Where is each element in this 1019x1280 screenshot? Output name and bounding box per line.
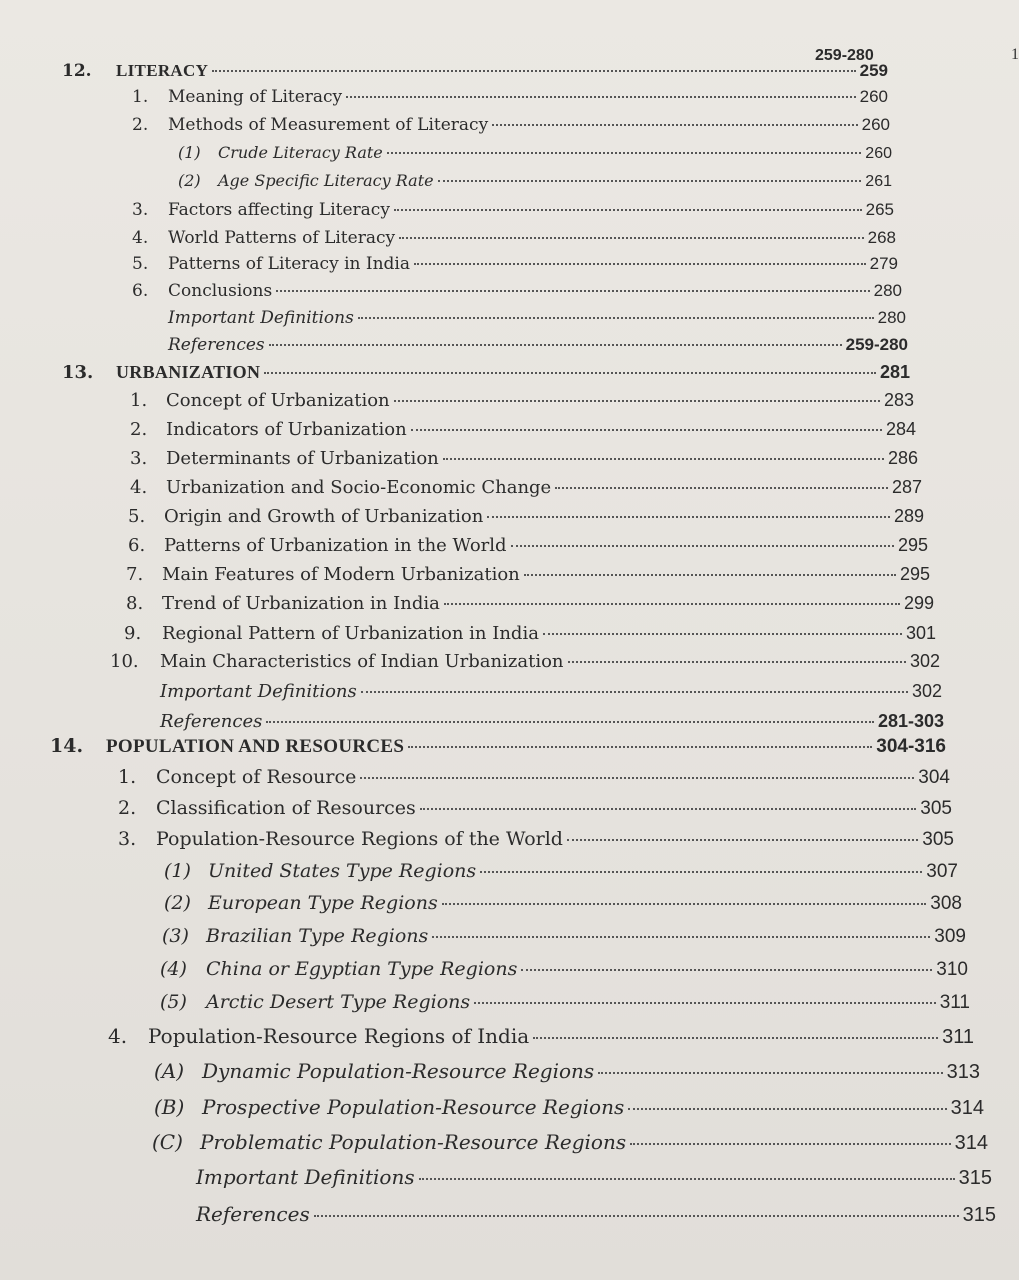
entry-number: 4. [132,228,149,248]
entry-number: 2. [118,797,137,819]
dot-leader [521,969,932,971]
entry-title: Brazilian Type Regions [206,925,429,947]
dot-leader [438,180,862,182]
entry-title: LITERACY [116,61,209,80]
dot-leader [543,633,902,635]
dot-leader [399,237,864,239]
toc-entry [118,797,952,820]
page-ref: 260 [859,87,888,106]
entry-number: 3. [130,448,148,469]
page-ref: 307 [926,861,958,882]
page-ref: 280 [877,308,906,327]
entry-title: Important Definitions [168,308,354,328]
dot-leader [387,152,862,154]
entry-title: Trend of Urbanization in India [162,593,440,614]
chapter-page-range: 259-280 [815,47,874,64]
entry-title: URBANIZATION [116,362,261,382]
entry-number: 10. [110,651,139,672]
toc-entry [196,1166,992,1189]
toc-entry [160,710,944,733]
entry-number: 1. [130,390,148,411]
entry-number: 1. [132,87,149,107]
toc-entry [118,766,950,789]
dot-leader [511,545,894,547]
page-ref: 268 [867,228,896,247]
entry-number: 2. [132,115,149,135]
entry-title: Conclusions [168,281,273,301]
entry-number: (4) [160,958,187,980]
page-ref: 308 [930,893,962,914]
entry-title: Important Definitions [160,681,357,702]
dot-leader [394,400,880,402]
dot-leader [487,516,890,518]
dot-leader [408,746,872,748]
page-ref: 311 [939,992,970,1013]
page-ref: 305 [922,829,954,850]
entry-number: (5) [160,991,187,1013]
entry-title: Regional Pattern of Urbanization in India [162,623,539,644]
entry-title: Indicators of Urbanization [166,419,407,440]
toc-entry [118,828,954,851]
dot-leader [444,603,900,605]
toc-entry [128,505,924,528]
page-ref: 313 [946,1061,980,1083]
dot-leader [411,429,882,431]
dot-leader [443,458,884,460]
entry-title: Population-Resource Regions of India [148,1024,530,1048]
entry-number: 12. [62,61,92,81]
page-ref: 259 [859,61,888,80]
entry-title: European Type Regions [208,892,438,914]
dot-leader [432,936,930,938]
dot-leader [480,871,922,873]
dot-leader [555,487,888,489]
toc-entry [160,958,968,981]
page-ref: 286 [887,448,918,468]
toc-entry [126,563,930,586]
toc-entry [196,1203,996,1226]
entry-number: 4. [130,477,148,498]
dot-leader [442,903,927,905]
entry-number: 5. [128,506,146,527]
entry-title: Prospective Population-Resource Regions [202,1095,625,1119]
entry-title: China or Egyptian Type Regions [206,958,518,980]
page-ref: 295 [897,535,928,555]
toc-entry [132,114,890,136]
dot-leader [276,290,869,292]
page-ref: 311 [942,1026,974,1048]
entry-number: (A) [154,1059,185,1083]
entry-title: POPULATION AND RESOURCES [106,736,405,757]
entry-title: References [168,335,265,355]
toc-entry [178,170,892,193]
toc-entry [130,476,922,499]
entry-title: Concept of Resource [156,766,357,788]
chapter-heading [50,735,946,758]
toc-entry [130,389,914,412]
page-ref: 281 [879,362,910,382]
page-ref: 310 [936,959,968,980]
dot-leader [212,70,855,72]
page-ref: 299 [903,593,934,613]
entry-number: 9. [124,623,142,644]
entry-title: Patterns of Literacy in India [168,254,410,274]
dot-leader [414,263,866,265]
page-ref: 302 [911,681,942,701]
toc-entry [108,1025,974,1048]
entry-number: (3) [162,925,189,947]
toc-entry [164,860,958,883]
entry-number: (1) [178,143,201,162]
toc-entry [160,680,942,703]
entry-title: Arctic Desert Type Regions [206,991,471,1013]
entry-title: Concept of Urbanization [166,390,390,411]
entry-title: Meaning of Literacy [168,87,343,107]
page-ref: 265 [865,200,894,219]
page-ref: 281-303 [877,711,944,731]
toc-entry [126,592,934,615]
toc-entry [132,227,896,249]
entry-title: Classification of Resources [156,797,416,819]
entry-title: References [196,1202,310,1226]
toc-entry [132,280,902,302]
entry-number: (2) [178,171,201,190]
dot-leader [533,1037,938,1039]
page-ref: 279 [869,254,898,273]
page-ref: 280 [873,281,902,300]
dot-leader [568,661,906,663]
page-ref: 309 [934,926,966,947]
page-ref: 304 [918,767,950,788]
entry-title: References [160,711,263,732]
dot-leader [524,574,896,576]
page-ref: 259-280 [845,335,908,354]
toc-entry [132,86,888,108]
page-ref: 295 [899,564,930,584]
dot-leader [314,1215,959,1217]
toc-entry [110,650,940,673]
dot-leader [360,777,914,779]
page-ref: 301 [905,623,936,643]
page-ref: 283 [883,390,914,410]
entry-number: (2) [164,892,191,914]
dot-leader [630,1143,951,1145]
entry-title: Main Features of Modern Urbanization [162,564,520,585]
page-ref: 315 [958,1167,992,1189]
toc-entry [130,418,916,441]
entry-number: 3. [118,828,137,850]
toc-entry [130,447,918,470]
toc-entry [164,892,962,915]
entry-title: Main Characteristics of Indian Urbanization [160,651,564,672]
page-number: 1 [1011,46,1019,63]
entry-title: Origin and Growth of Urbanization [164,506,484,527]
entry-number: 6. [128,535,146,556]
dot-leader [346,96,855,98]
dot-leader [419,1178,955,1180]
entry-number: (1) [164,860,191,882]
toc-entry [162,925,966,948]
dot-leader [598,1072,942,1074]
entry-title: Problematic Population-Resource Regions [200,1130,627,1154]
toc-entry [168,334,908,356]
page-ref: 260 [861,115,890,134]
chapter-heading [62,361,910,384]
toc-entry [154,1096,984,1119]
dot-leader [420,808,917,810]
toc-entry [132,199,894,221]
toc-entry [154,1060,980,1083]
toc-entry [178,142,892,165]
entry-title: Factors affecting Literacy [168,200,390,220]
entry-number: 14. [50,735,84,757]
dot-leader [266,721,874,723]
page-ref: 284 [885,419,916,439]
entry-title: Patterns of Urbanization in the World [164,535,507,556]
toc-entry [124,622,936,645]
page-ref: 261 [865,173,892,190]
toc-entry [168,307,906,329]
dot-leader [628,1108,946,1110]
dot-leader [361,691,908,693]
page-ref: 260 [865,145,892,162]
chapter-heading [62,60,888,82]
entry-title: Methods of Measurement of Literacy [168,115,489,135]
entry-number: 13. [62,362,94,383]
entry-number: 2. [130,419,148,440]
dot-leader [474,1002,936,1004]
page-ref: 302 [909,651,940,671]
entry-number: (C) [152,1130,183,1154]
page-ref: 305 [920,798,952,819]
page-ref: 289 [893,506,924,526]
dot-leader [394,209,862,211]
toc-entry [128,534,928,557]
page-ref: 314 [950,1097,984,1119]
toc-entry [160,991,970,1014]
entry-title: World Patterns of Literacy [168,228,396,248]
entry-title: Dynamic Population-Resource Regions [202,1059,595,1083]
entry-number: 1. [118,766,137,788]
entry-title: Urbanization and Socio-Economic Change [166,477,552,498]
dot-leader [567,839,918,841]
page-ref: 315 [962,1204,996,1226]
entry-number: 6. [132,281,149,301]
entry-number: 7. [126,564,144,585]
page-ref: 304-316 [876,736,946,757]
entry-title: Determinants of Urbanization [166,448,439,469]
entry-number: 4. [108,1024,128,1048]
entry-title: Crude Literacy Rate [218,143,383,162]
toc-entry [132,253,898,275]
toc-entry [152,1131,988,1154]
entry-number: (B) [154,1095,185,1119]
dot-leader [269,344,842,346]
page-ref: 287 [891,477,922,497]
entry-title: Important Definitions [196,1165,415,1189]
entry-number: 5. [132,254,149,274]
dot-leader [492,124,857,126]
entry-title: Population-Resource Regions of the World [156,828,563,850]
page-ref: 314 [954,1132,988,1154]
dot-leader [264,372,876,374]
entry-number: 3. [132,200,149,220]
entry-title: United States Type Regions [208,860,477,882]
entry-title: Age Specific Literacy Rate [218,171,434,190]
entry-number: 8. [126,593,144,614]
dot-leader [358,317,874,319]
